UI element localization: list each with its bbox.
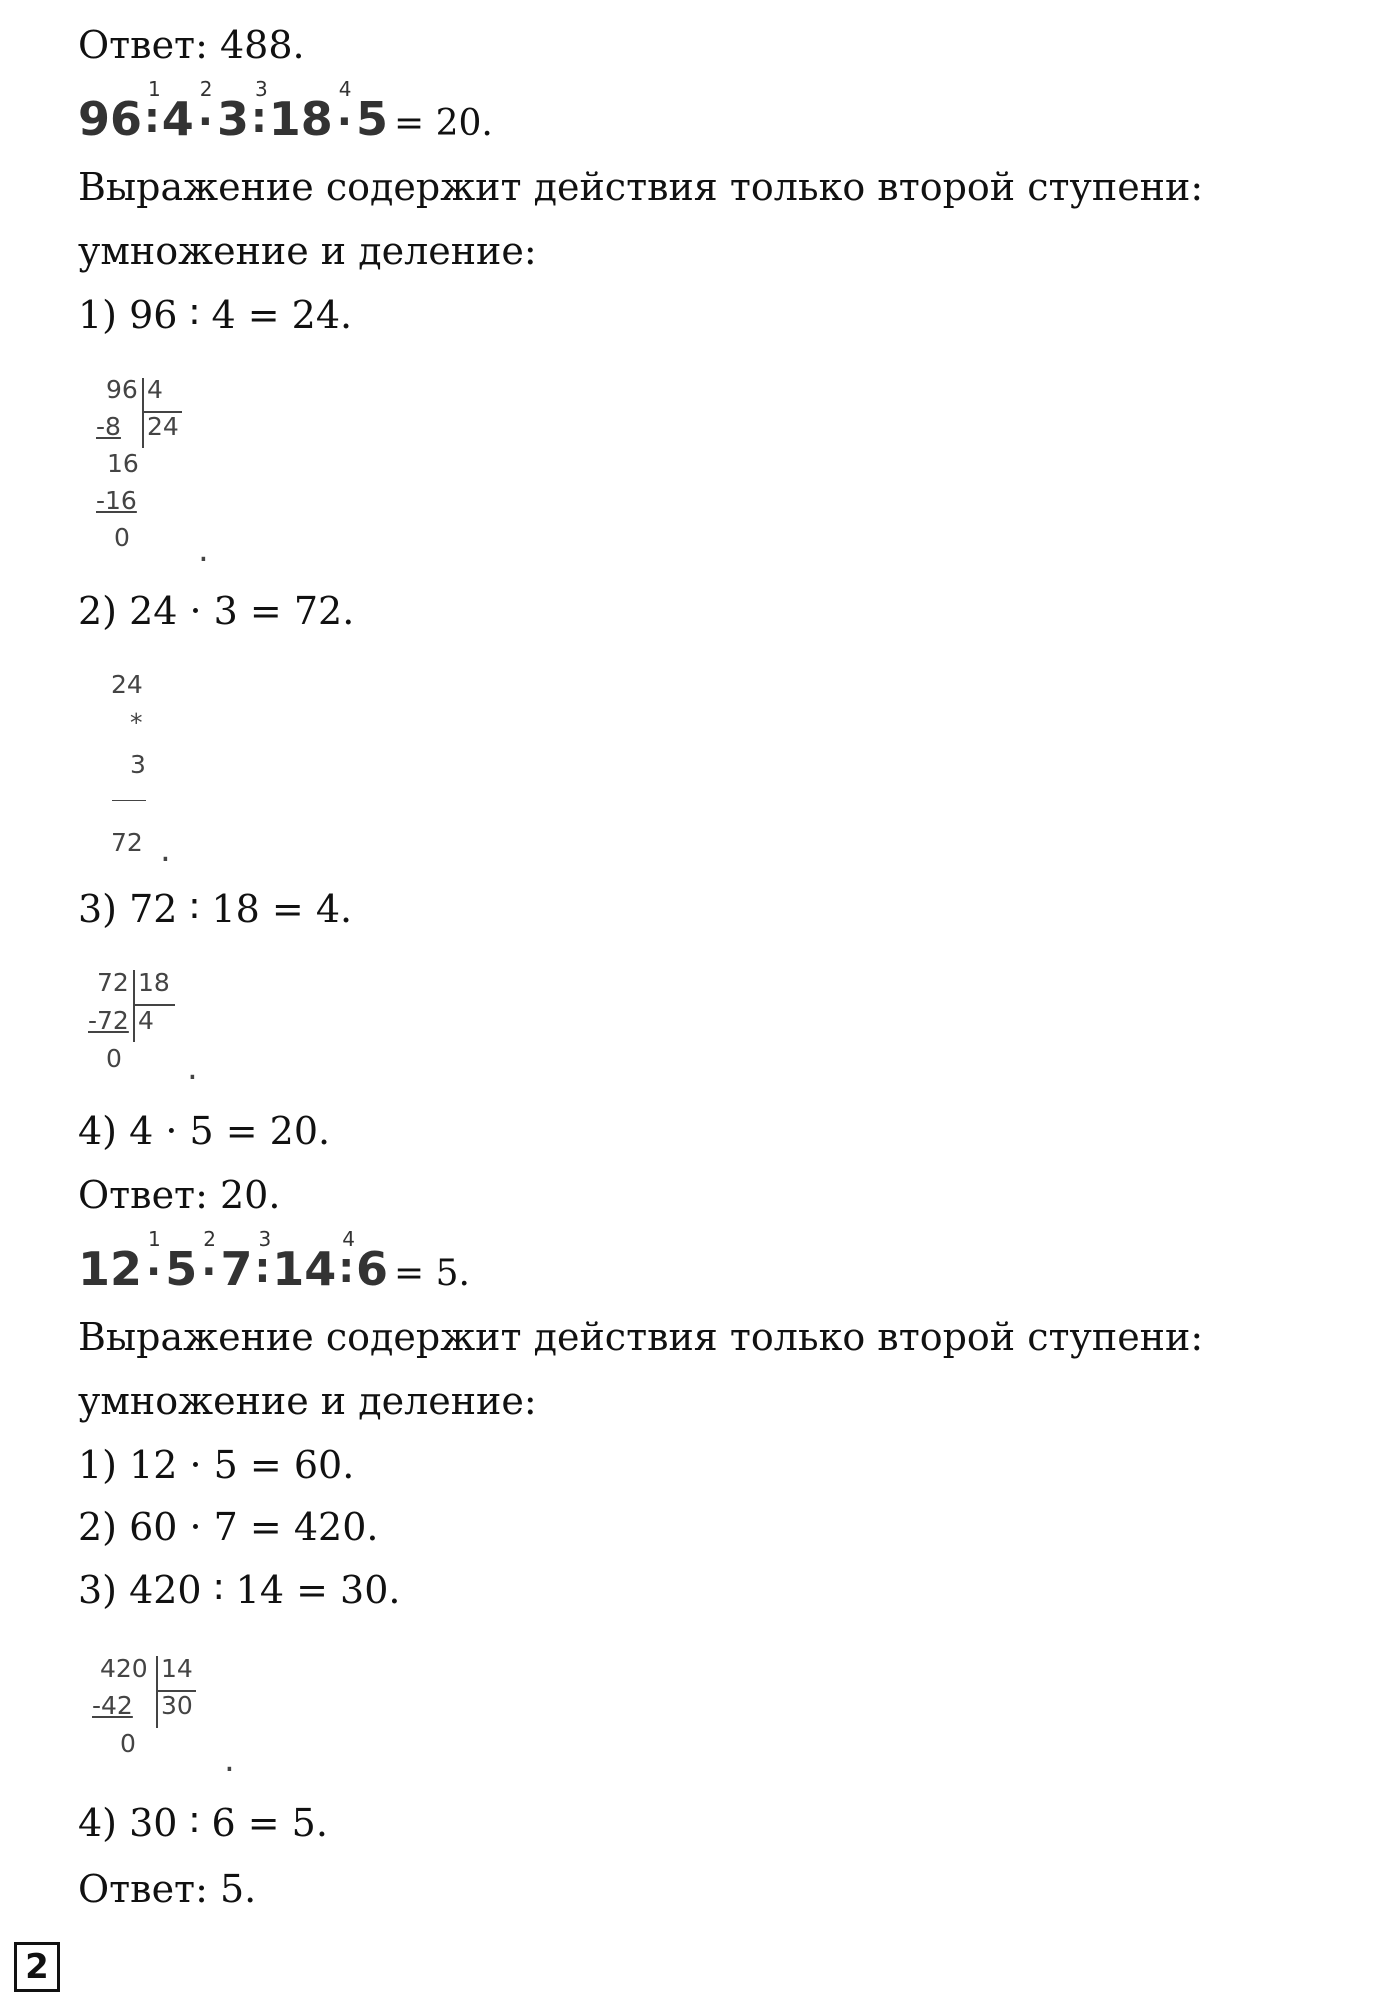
trailing-dot: . — [198, 530, 209, 570]
answer-line: Ответ: 20. — [78, 1173, 281, 1217]
order-index: 3 — [258, 1227, 272, 1251]
product: 72 — [111, 828, 143, 857]
expr-number: 18 — [268, 92, 333, 146]
order-index: 4 — [338, 77, 352, 101]
step-line: 3) 72 ∶ 18 = 4. — [78, 887, 353, 931]
step-line: 4) 30 ∶ 6 = 5. — [78, 1801, 328, 1845]
answer-line: Ответ: 5. — [78, 1867, 257, 1911]
expr-operator: 3 ∶ — [256, 1227, 272, 1295]
expr-number: 14 — [272, 1242, 337, 1296]
expr-operator: 3 ∶ — [253, 77, 268, 145]
expr-operator: 1 · — [146, 1227, 162, 1295]
subtrahend: -42 — [92, 1691, 133, 1720]
division-bar — [142, 378, 144, 448]
order-index: 2 — [203, 1227, 216, 1251]
division-bar — [133, 970, 135, 1042]
divisor: 18 — [138, 968, 170, 997]
expr-operator: 4 ∶ — [340, 1227, 355, 1295]
division-bar — [133, 1004, 175, 1006]
expr-result: = 20. — [394, 103, 493, 144]
multiplicand: 24 — [111, 670, 143, 699]
order-index: 1 — [148, 77, 161, 101]
quotient: 24 — [147, 412, 179, 441]
expr-number: 6 — [356, 1242, 389, 1296]
expr-number: 5 — [165, 1242, 198, 1296]
expression-2 — [78, 1227, 470, 1296]
remainder: 0 — [106, 1044, 122, 1073]
expr-number: 4 — [161, 92, 194, 146]
expr-number: 12 — [78, 1242, 143, 1296]
quotient: 30 — [161, 1691, 193, 1720]
multiply-sign: * — [130, 708, 143, 737]
expr-result: = 5. — [394, 1253, 470, 1294]
divisor: 4 — [147, 375, 163, 404]
expr-operator: 2 · — [197, 77, 213, 145]
division-bar — [156, 1656, 158, 1728]
order-index: 2 — [199, 77, 213, 101]
dividend: 420 — [100, 1654, 148, 1683]
expr-number: 5 — [356, 92, 389, 146]
expression-1 — [78, 77, 493, 146]
step-line: 2) 24 · 3 = 72. — [78, 589, 355, 633]
subtrahend: -8 — [96, 412, 121, 441]
order-index: 1 — [148, 1227, 161, 1251]
expr-number: 7 — [220, 1242, 253, 1296]
step-line: 1) 96 ∶ 4 = 24. — [78, 293, 353, 337]
trailing-dot: . — [224, 1740, 235, 1780]
trailing-dot: . — [187, 1048, 198, 1088]
multiplier: 3 — [130, 750, 146, 779]
step-line: 4) 4 · 5 = 20. — [78, 1109, 331, 1153]
answer-line: Ответ: 488. — [78, 23, 305, 67]
description-line: умножение и деление: — [78, 1379, 537, 1423]
dividend: 72 — [97, 968, 129, 997]
divisor: 14 — [161, 1654, 193, 1683]
division-bar — [156, 1690, 196, 1692]
dividend: 96 — [106, 375, 138, 404]
remainder: 0 — [120, 1729, 136, 1758]
description-line: Выражение содержит действия только второй ступени: — [78, 165, 1204, 209]
expr-operator: 2 · — [201, 1227, 217, 1295]
description-line: Выражение содержит действия только второй ступени: — [78, 1315, 1204, 1359]
order-index: 4 — [342, 1227, 355, 1251]
remainder: 0 — [114, 523, 130, 552]
description-line: умножение и деление: — [78, 229, 537, 273]
expr-operator: 4 · — [336, 77, 352, 145]
trailing-dot: . — [160, 830, 171, 870]
step-line: 3) 420 ∶ 14 = 30. — [78, 1568, 401, 1612]
remainder: 16 — [107, 449, 139, 478]
division-bar — [142, 411, 182, 413]
task-number-badge: 2 — [14, 1942, 60, 1992]
step-line: 2) 60 · 7 = 420. — [78, 1505, 379, 1549]
expr-operator: 1 ∶ — [146, 77, 161, 145]
order-index: 3 — [255, 77, 268, 101]
step-line: 1) 12 · 5 = 60. — [78, 1443, 355, 1487]
quotient: 4 — [138, 1006, 154, 1035]
expr-number: 3 — [217, 92, 250, 146]
subtrahend: -72 — [88, 1006, 129, 1035]
expr-number: 96 — [78, 92, 143, 146]
subtrahend: -16 — [96, 486, 137, 515]
result-line — [112, 800, 146, 801]
